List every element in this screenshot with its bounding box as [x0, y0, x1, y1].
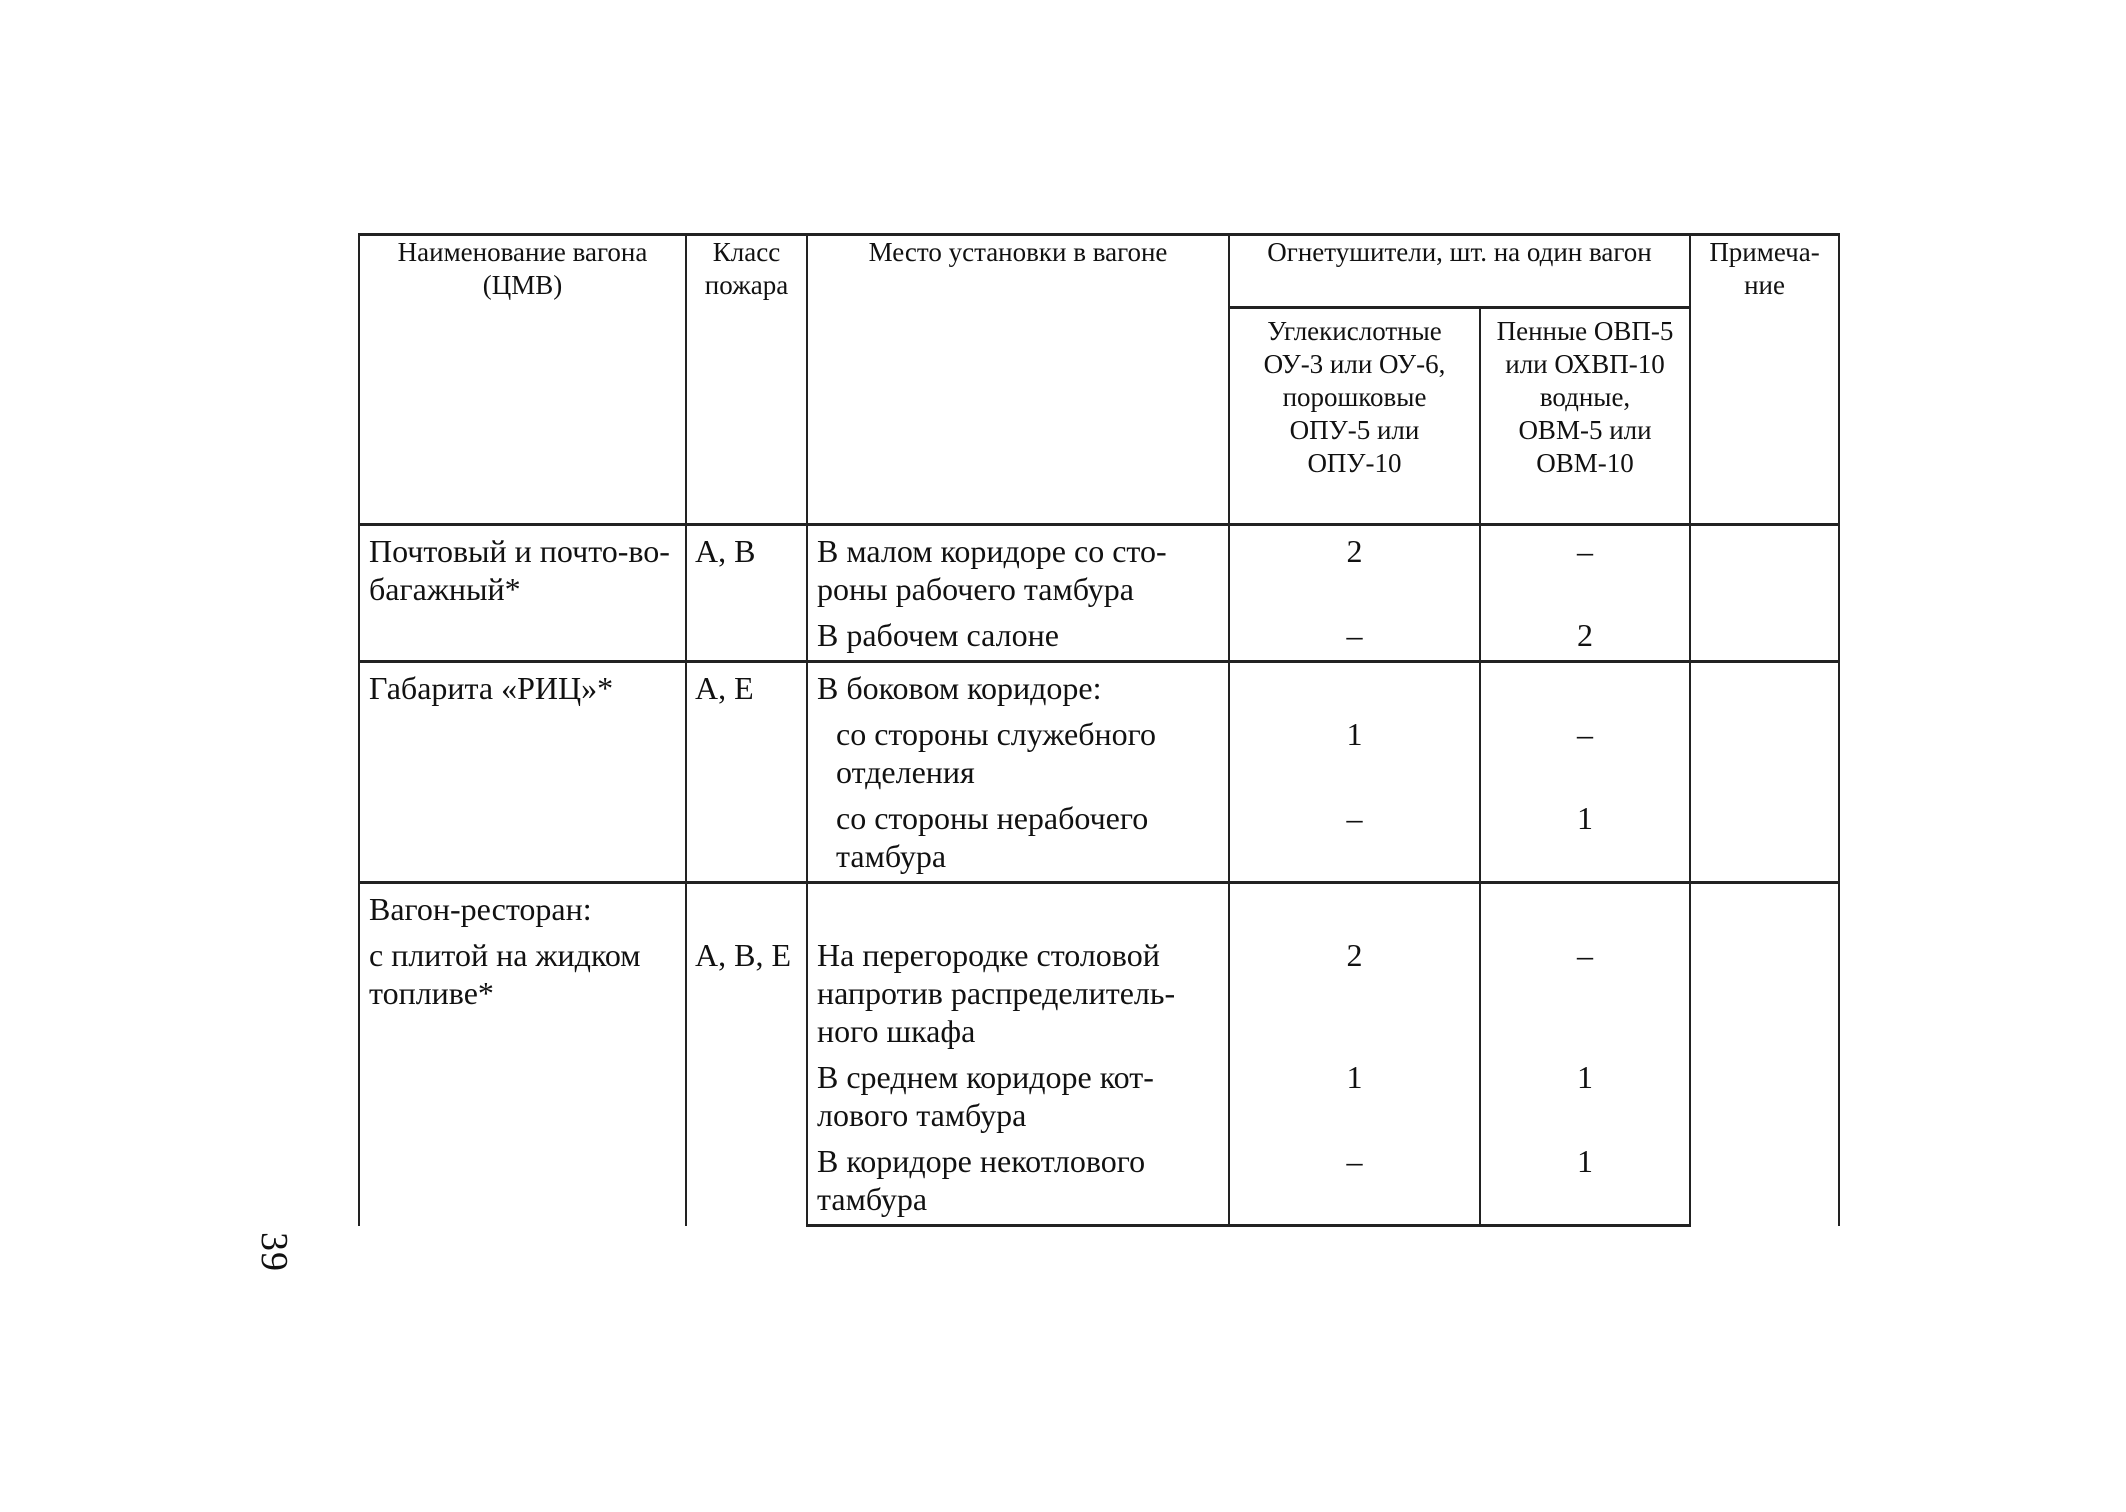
group-restaurant: [359, 883, 1839, 1226]
foam-count: –: [1480, 928, 1690, 1050]
foam-count: –: [1480, 525, 1690, 609]
co2-count: 2: [1229, 525, 1480, 609]
header-install-place: Место установки в вагоне: [807, 235, 1229, 525]
fire-class: А, В, Е: [686, 928, 807, 1226]
extinguisher-table: [358, 233, 1840, 1227]
fire-class: А, В: [686, 525, 807, 662]
install-place: На перегородке столовой напротив распределитель-ного шкафа: [807, 928, 1229, 1050]
co2-count: [1229, 662, 1480, 708]
install-place: В коридоре некотлового тамбура: [807, 1134, 1229, 1226]
page-number: 39: [253, 1232, 295, 1272]
co2-count: –: [1229, 1134, 1480, 1226]
foam-count: –: [1480, 707, 1690, 791]
install-place: со стороны служебного отделения: [807, 707, 1229, 791]
foam-count: 1: [1480, 1050, 1690, 1134]
co2-count: 1: [1229, 1050, 1480, 1134]
foam-count: [1480, 662, 1690, 708]
foam-count: 1: [1480, 791, 1690, 883]
note-cell: [1690, 662, 1839, 883]
foam-count: 2: [1480, 608, 1690, 662]
co2-count: –: [1229, 791, 1480, 883]
fire-class: А, Е: [686, 662, 807, 883]
co2-count: 1: [1229, 707, 1480, 791]
install-place: со стороны нерабочего тамбура: [807, 791, 1229, 883]
header-co2-powder: Углекислотные ОУ-3 или ОУ-6, порошковые ОПУ-5 или ОПУ-10: [1229, 308, 1480, 525]
header-extinguishers: Огнетушители, шт. на один вагон: [1229, 235, 1690, 308]
note-cell: [1690, 525, 1839, 662]
install-place: В рабочем салоне: [807, 608, 1229, 662]
foam-count: 1: [1480, 1134, 1690, 1226]
wagon-name: Габарита «РИЦ»*: [359, 662, 686, 883]
note-cell: [1690, 883, 1839, 1226]
install-place: В среднем коридоре кот-лового тамбура: [807, 1050, 1229, 1134]
header-note: Примеча-ние: [1690, 235, 1839, 525]
header-wagon-name: Наименование вагона (ЦМВ): [359, 235, 686, 525]
group-postal-baggage: [359, 525, 1839, 662]
header-fire-class: Класс пожара: [686, 235, 807, 525]
co2-count: 2: [1229, 928, 1480, 1050]
wagon-name: Почтовый и почто-во-багажный*: [359, 525, 686, 662]
wagon-name: Вагон-ресторан:: [359, 883, 686, 929]
group-ric: [359, 662, 1839, 883]
co2-count: –: [1229, 608, 1480, 662]
header-foam-water: Пенные ОВП-5 или ОХВП-10 водные, ОВМ-5 или ОВМ-10: [1480, 308, 1690, 525]
install-place: В малом коридоре со сто-роны рабочего тамбура: [807, 525, 1229, 609]
wagon-subname: с плитой на жидком топливе*: [359, 928, 686, 1226]
install-place-heading: В боковом коридоре:: [807, 662, 1229, 708]
